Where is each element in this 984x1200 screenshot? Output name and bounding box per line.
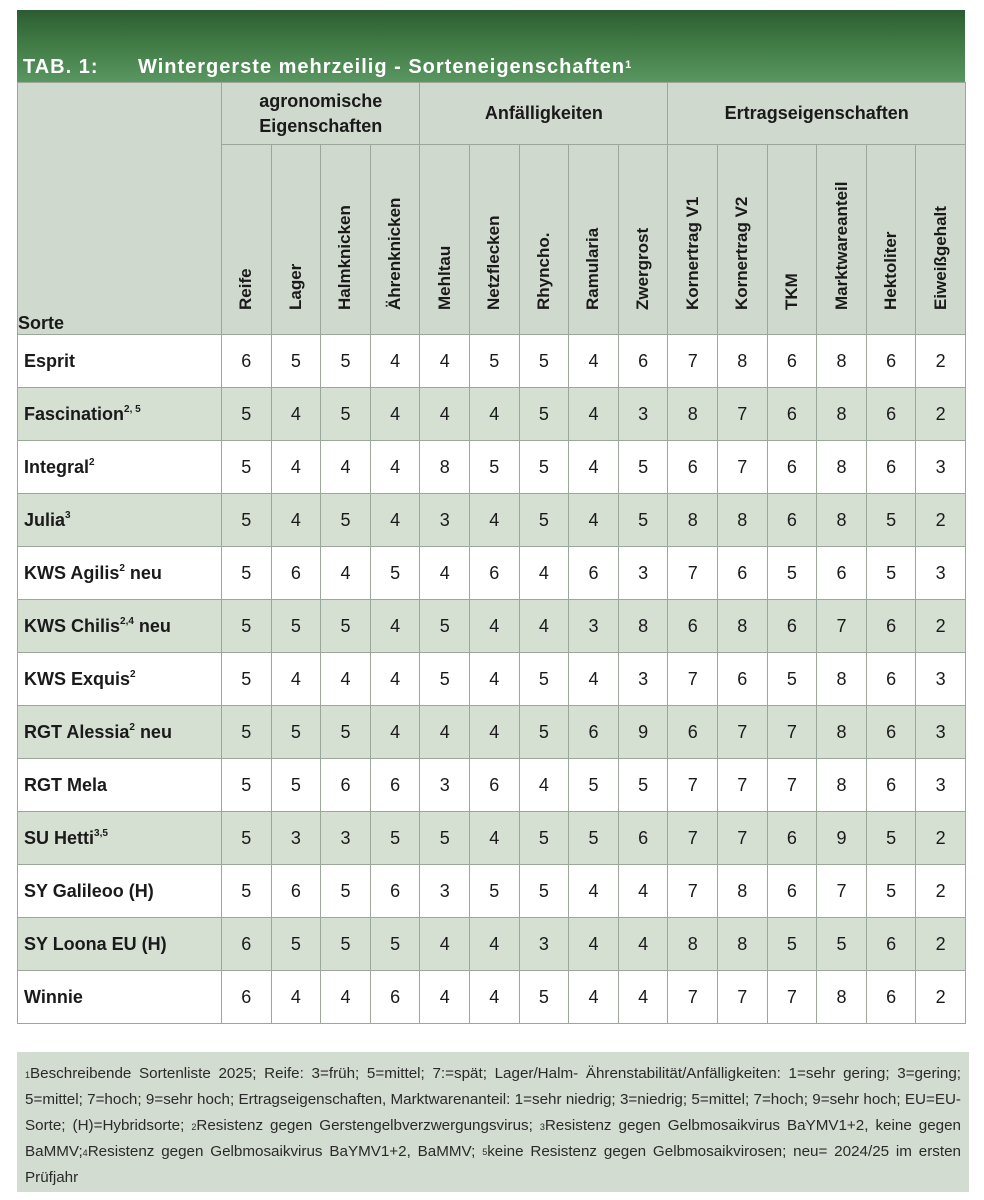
cell-value: 7 [668, 971, 718, 1024]
cell-value: 7 [668, 759, 718, 812]
cell-value: 8 [817, 759, 867, 812]
column-header: Hektoliter [866, 145, 916, 335]
cell-value: 6 [866, 388, 916, 441]
cell-value: 2 [916, 494, 966, 547]
variety-name-text: Fascination [24, 403, 125, 424]
variety-name-text: KWS Agilis [24, 562, 120, 583]
cell-value: 5 [420, 653, 470, 706]
variety-name [18, 441, 222, 494]
cell-value: 4 [470, 494, 520, 547]
cell-value: 5 [222, 547, 272, 600]
table-row [18, 388, 966, 441]
cell-value: 8 [668, 388, 718, 441]
cell-value: 7 [668, 653, 718, 706]
cell-value: 4 [370, 653, 420, 706]
cell-value: 6 [569, 706, 619, 759]
cell-value: 6 [370, 759, 420, 812]
cell-value: 4 [470, 971, 520, 1024]
column-header: Zwergrost [618, 145, 668, 335]
cell-value: 6 [321, 759, 371, 812]
cell-value: 4 [470, 653, 520, 706]
cell-value: 8 [420, 441, 470, 494]
cell-value: 5 [222, 812, 272, 865]
cell-value: 4 [420, 918, 470, 971]
variety-name-text: SU Hetti [24, 827, 95, 848]
cell-value: 5 [222, 759, 272, 812]
cell-value: 4 [321, 441, 371, 494]
cell-value: 6 [470, 547, 520, 600]
cell-value: 5 [321, 706, 371, 759]
cell-value: 3 [569, 600, 619, 653]
cell-value: 6 [767, 441, 817, 494]
cell-value: 5 [222, 441, 272, 494]
cell-value: 5 [321, 918, 371, 971]
cell-value: 6 [569, 547, 619, 600]
cell-value: 5 [866, 812, 916, 865]
table-title [138, 55, 632, 79]
cell-value: 4 [618, 971, 668, 1024]
cell-value: 6 [866, 441, 916, 494]
footnote-text-3: Resistenz gegen Gelbmosaikvirus BaYMV1+2, keine gegen BaMMV; [25, 1117, 961, 1161]
cell-value: 4 [271, 388, 321, 441]
cell-value: 6 [222, 971, 272, 1024]
table-row [18, 547, 966, 600]
cell-value: 5 [420, 600, 470, 653]
cell-value: 5 [321, 335, 371, 388]
cell-value: 8 [817, 653, 867, 706]
cell-value: 6 [370, 971, 420, 1024]
sorte-header: Sorte [18, 83, 222, 335]
cell-value: 4 [321, 971, 371, 1024]
cell-value: 7 [767, 971, 817, 1024]
cell-value: 4 [420, 335, 470, 388]
table-row [18, 759, 966, 812]
cell-value: 5 [222, 388, 272, 441]
cell-value: 4 [569, 865, 619, 918]
table-row [18, 865, 966, 918]
cell-value: 5 [866, 494, 916, 547]
cell-value: 5 [470, 865, 520, 918]
variety-name [18, 918, 222, 971]
footnote [17, 1052, 969, 1192]
cell-value: 4 [370, 494, 420, 547]
footnote-mark-5: 5 [482, 1147, 488, 1157]
cell-value: 6 [271, 865, 321, 918]
cell-value: 6 [618, 335, 668, 388]
column-header: Halmknicken [321, 145, 371, 335]
cell-value: 7 [718, 441, 768, 494]
variety-new-label: neu [134, 721, 172, 742]
cell-value: 5 [519, 971, 569, 1024]
cell-value: 4 [618, 918, 668, 971]
cell-value: 3 [420, 494, 470, 547]
cell-value: 4 [370, 335, 420, 388]
cell-value: 5 [866, 547, 916, 600]
table-body [18, 335, 966, 1024]
cell-value: 4 [569, 335, 619, 388]
cell-value: 4 [470, 706, 520, 759]
column-header: Kornertrag V2 [718, 145, 768, 335]
cell-value: 3 [916, 547, 966, 600]
cell-value: 4 [470, 388, 520, 441]
cell-value: 6 [866, 653, 916, 706]
table-row [18, 653, 966, 706]
footnote-mark-1: 1 [25, 1070, 31, 1080]
cell-value: 8 [817, 494, 867, 547]
cell-value: 6 [767, 388, 817, 441]
cell-value: 4 [519, 600, 569, 653]
cell-value: 8 [718, 494, 768, 547]
table-row [18, 494, 966, 547]
cell-value: 6 [370, 865, 420, 918]
cell-value: 5 [420, 812, 470, 865]
variety-name-text: Esprit [24, 350, 76, 371]
cell-value: 8 [718, 600, 768, 653]
cell-value: 8 [817, 335, 867, 388]
cell-value: 6 [866, 706, 916, 759]
cell-value: 3 [420, 865, 470, 918]
cell-value: 7 [668, 865, 718, 918]
cell-value: 3 [519, 918, 569, 971]
variety-footnote-mark: 2,4 [120, 615, 134, 627]
cell-value: 6 [767, 494, 817, 547]
column-header: Reife [222, 145, 272, 335]
variety-footnote-mark: 2 [130, 668, 136, 680]
variety-name [18, 971, 222, 1024]
cell-value: 4 [420, 706, 470, 759]
footnote-text-5: keine Resistenz gegen Gelbmosaikvirosen; neu= 2024/25 im ersten Prüfjahr [25, 1143, 961, 1187]
group-label-line2: Eigenschaften [259, 115, 383, 136]
table-row [18, 918, 966, 971]
group-header-agronomic [222, 83, 420, 145]
cell-value: 8 [668, 918, 718, 971]
cell-value: 9 [817, 812, 867, 865]
footnote-text-4: Resistenz gegen Gelbmosaikvirus BaYMV1+2, BaMMV; [87, 1143, 483, 1161]
cell-value: 3 [618, 388, 668, 441]
cell-value: 5 [519, 441, 569, 494]
cell-value: 5 [321, 494, 371, 547]
cell-value: 2 [916, 812, 966, 865]
cell-value: 6 [222, 335, 272, 388]
column-header: Netzflecken [470, 145, 520, 335]
cell-value: 5 [817, 918, 867, 971]
cell-value: 7 [718, 706, 768, 759]
cell-value: 4 [569, 388, 619, 441]
cell-value: 5 [470, 441, 520, 494]
cell-value: 4 [420, 971, 470, 1024]
column-header: Rhyncho. [519, 145, 569, 335]
cell-value: 5 [370, 547, 420, 600]
cell-value: 4 [370, 388, 420, 441]
cell-value: 3 [618, 547, 668, 600]
cell-value: 9 [618, 706, 668, 759]
variety-name [18, 865, 222, 918]
table-title-text: Wintergerste mehrzeilig - Sorteneigenschaften [138, 56, 626, 78]
cell-value: 7 [767, 706, 817, 759]
cell-value: 4 [420, 547, 470, 600]
cell-value: 4 [569, 653, 619, 706]
column-header: Ramularia [569, 145, 619, 335]
cell-value: 5 [519, 494, 569, 547]
cell-value: 6 [767, 335, 817, 388]
cell-value: 8 [817, 441, 867, 494]
cell-value: 5 [271, 335, 321, 388]
cell-value: 6 [668, 441, 718, 494]
cell-value: 4 [618, 865, 668, 918]
cell-value: 4 [470, 918, 520, 971]
cell-value: 4 [271, 653, 321, 706]
cell-value: 3 [916, 653, 966, 706]
variety-name-text: KWS Exquis [24, 668, 131, 689]
variety-footnote-mark: 2, 5 [124, 403, 141, 415]
variety-footnote-mark: 2 [119, 562, 125, 574]
variety-name [18, 494, 222, 547]
cell-value: 4 [370, 441, 420, 494]
cell-value: 4 [420, 388, 470, 441]
cell-value: 6 [470, 759, 520, 812]
cell-value: 5 [519, 653, 569, 706]
table-title-footnote-mark: 1 [625, 59, 633, 71]
variety-new-label: neu [124, 562, 162, 583]
column-header: Ährenknicken [370, 145, 420, 335]
cell-value: 2 [916, 600, 966, 653]
cell-value: 7 [817, 865, 867, 918]
cell-value: 5 [767, 918, 817, 971]
column-header: Marktwareanteil [817, 145, 867, 335]
cell-value: 6 [222, 918, 272, 971]
cell-value: 4 [470, 812, 520, 865]
cell-value: 5 [866, 865, 916, 918]
cell-value: 7 [718, 759, 768, 812]
variety-name-text: RGT Alessia [24, 721, 130, 742]
cell-value: 5 [370, 812, 420, 865]
cell-value: 7 [668, 335, 718, 388]
variety-name [18, 653, 222, 706]
cell-value: 4 [519, 759, 569, 812]
cell-value: 6 [718, 653, 768, 706]
cell-value: 5 [618, 494, 668, 547]
cell-value: 4 [519, 547, 569, 600]
group-label-line1: agronomische [259, 90, 383, 111]
cell-value: 5 [767, 653, 817, 706]
cell-value: 5 [618, 759, 668, 812]
cell-value: 6 [866, 335, 916, 388]
cell-value: 5 [519, 865, 569, 918]
cell-value: 8 [618, 600, 668, 653]
cell-value: 7 [718, 812, 768, 865]
variety-name-text: SY Loona EU (H) [24, 933, 167, 954]
variety-table [17, 82, 966, 1024]
cell-value: 5 [271, 918, 321, 971]
cell-value: 7 [668, 547, 718, 600]
cell-value: 6 [866, 918, 916, 971]
cell-value: 5 [370, 918, 420, 971]
cell-value: 4 [271, 494, 321, 547]
cell-value: 2 [916, 335, 966, 388]
cell-value: 5 [222, 600, 272, 653]
cell-value: 5 [618, 441, 668, 494]
table-row [18, 441, 966, 494]
cell-value: 4 [321, 653, 371, 706]
cell-value: 4 [321, 547, 371, 600]
cell-value: 5 [569, 812, 619, 865]
table-row [18, 600, 966, 653]
cell-value: 4 [470, 600, 520, 653]
footnote-text-1: Beschreibende Sortenliste 2025; Reife: 3=früh; 5=mittel; 7:=spät; Lager/Halm- Ährenstabilität/Anfälligkeiten: 1=sehr gering; 3=gering; 5=mittel; 7=hoch; 9=sehr hoch; Ertragseigenschaften, Marktwarenanteil: 1=sehr niedrig; 3=niedrig; 5=mittel; 7=hoch; 9=sehr hoch; EU=EU-Sorte; (H)=Hybridsorte; [25, 1065, 961, 1134]
cell-value: 5 [519, 706, 569, 759]
cell-value: 8 [817, 388, 867, 441]
cell-value: 5 [321, 865, 371, 918]
cell-value: 5 [271, 759, 321, 812]
column-header: TKM [767, 145, 817, 335]
cell-value: 4 [569, 971, 619, 1024]
variety-name-text: Integral [24, 456, 90, 477]
variety-name [18, 600, 222, 653]
cell-value: 8 [718, 865, 768, 918]
cell-value: 6 [866, 600, 916, 653]
cell-value: 5 [767, 547, 817, 600]
table-row [18, 812, 966, 865]
table-row [18, 335, 966, 388]
cell-value: 6 [866, 759, 916, 812]
cell-value: 2 [916, 865, 966, 918]
variety-new-label: neu [133, 615, 171, 636]
variety-footnote-mark: 2 [89, 456, 95, 468]
table-row [18, 706, 966, 759]
cell-value: 6 [618, 812, 668, 865]
variety-name-text: RGT Mela [24, 774, 108, 795]
column-header: Kornertrag V1 [668, 145, 718, 335]
cell-value: 3 [916, 441, 966, 494]
cell-value: 5 [271, 706, 321, 759]
cell-value: 8 [718, 335, 768, 388]
cell-value: 7 [718, 388, 768, 441]
variety-name [18, 812, 222, 865]
variety-footnote-mark: 3,5 [94, 827, 108, 839]
variety-name-text: KWS Chilis [24, 615, 121, 636]
cell-value: 5 [222, 865, 272, 918]
variety-footnote-mark: 3 [65, 509, 71, 521]
group-header-susceptibility: Anfälligkeiten [420, 83, 668, 145]
cell-value: 5 [569, 759, 619, 812]
cell-value: 4 [271, 441, 321, 494]
variety-name [18, 388, 222, 441]
cell-value: 8 [817, 971, 867, 1024]
variety-name-text: Winnie [24, 986, 83, 1007]
cell-value: 8 [718, 918, 768, 971]
cell-value: 5 [271, 600, 321, 653]
group-header-yield: Ertragseigenschaften [668, 83, 966, 145]
footnote-mark-4: 4 [82, 1148, 88, 1158]
cell-value: 5 [519, 388, 569, 441]
variety-name [18, 706, 222, 759]
cell-value: 3 [271, 812, 321, 865]
cell-value: 5 [321, 600, 371, 653]
cell-value: 6 [767, 865, 817, 918]
cell-value: 7 [817, 600, 867, 653]
column-header: Lager [271, 145, 321, 335]
cell-value: 5 [470, 335, 520, 388]
cell-value: 6 [866, 971, 916, 1024]
cell-value: 6 [668, 600, 718, 653]
cell-value: 6 [271, 547, 321, 600]
cell-value: 4 [569, 918, 619, 971]
cell-value: 3 [420, 759, 470, 812]
table-number: TAB. 1: [23, 56, 99, 78]
cell-value: 5 [519, 812, 569, 865]
cell-value: 5 [222, 494, 272, 547]
cell-value: 7 [718, 971, 768, 1024]
cell-value: 6 [767, 600, 817, 653]
cell-value: 4 [370, 706, 420, 759]
table-title-bar [17, 10, 965, 82]
cell-value: 4 [569, 494, 619, 547]
cell-value: 2 [916, 971, 966, 1024]
cell-value: 7 [767, 759, 817, 812]
cell-value: 4 [271, 971, 321, 1024]
cell-value: 2 [916, 918, 966, 971]
footnote-mark-2: 2 [191, 1122, 197, 1132]
cell-value: 3 [916, 759, 966, 812]
cell-value: 4 [370, 600, 420, 653]
footnote-text-2: Resistenz gegen Gerstengelbverzwergungsvirus; [196, 1117, 540, 1134]
variety-name [18, 335, 222, 388]
cell-value: 3 [618, 653, 668, 706]
column-header: Eiweißgehalt [916, 145, 966, 335]
variety-name-text: Julia [24, 509, 66, 530]
cell-value: 8 [817, 706, 867, 759]
cell-value: 5 [222, 653, 272, 706]
footnote-mark-3: 3 [539, 1122, 545, 1132]
cell-value: 4 [569, 441, 619, 494]
cell-value: 8 [668, 494, 718, 547]
cell-value: 3 [321, 812, 371, 865]
variety-footnote-mark: 2 [129, 721, 135, 733]
cell-value: 3 [916, 706, 966, 759]
cell-value: 5 [222, 706, 272, 759]
cell-value: 5 [519, 335, 569, 388]
cell-value: 6 [668, 706, 718, 759]
variety-name [18, 759, 222, 812]
column-header: Mehltau [420, 145, 470, 335]
cell-value: 7 [668, 812, 718, 865]
table-row [18, 971, 966, 1024]
cell-value: 5 [321, 388, 371, 441]
cell-value: 6 [718, 547, 768, 600]
cell-value: 6 [767, 812, 817, 865]
variety-name [18, 547, 222, 600]
variety-name-text: SY Galileoo (H) [24, 880, 154, 901]
cell-value: 2 [916, 388, 966, 441]
cell-value: 6 [817, 547, 867, 600]
